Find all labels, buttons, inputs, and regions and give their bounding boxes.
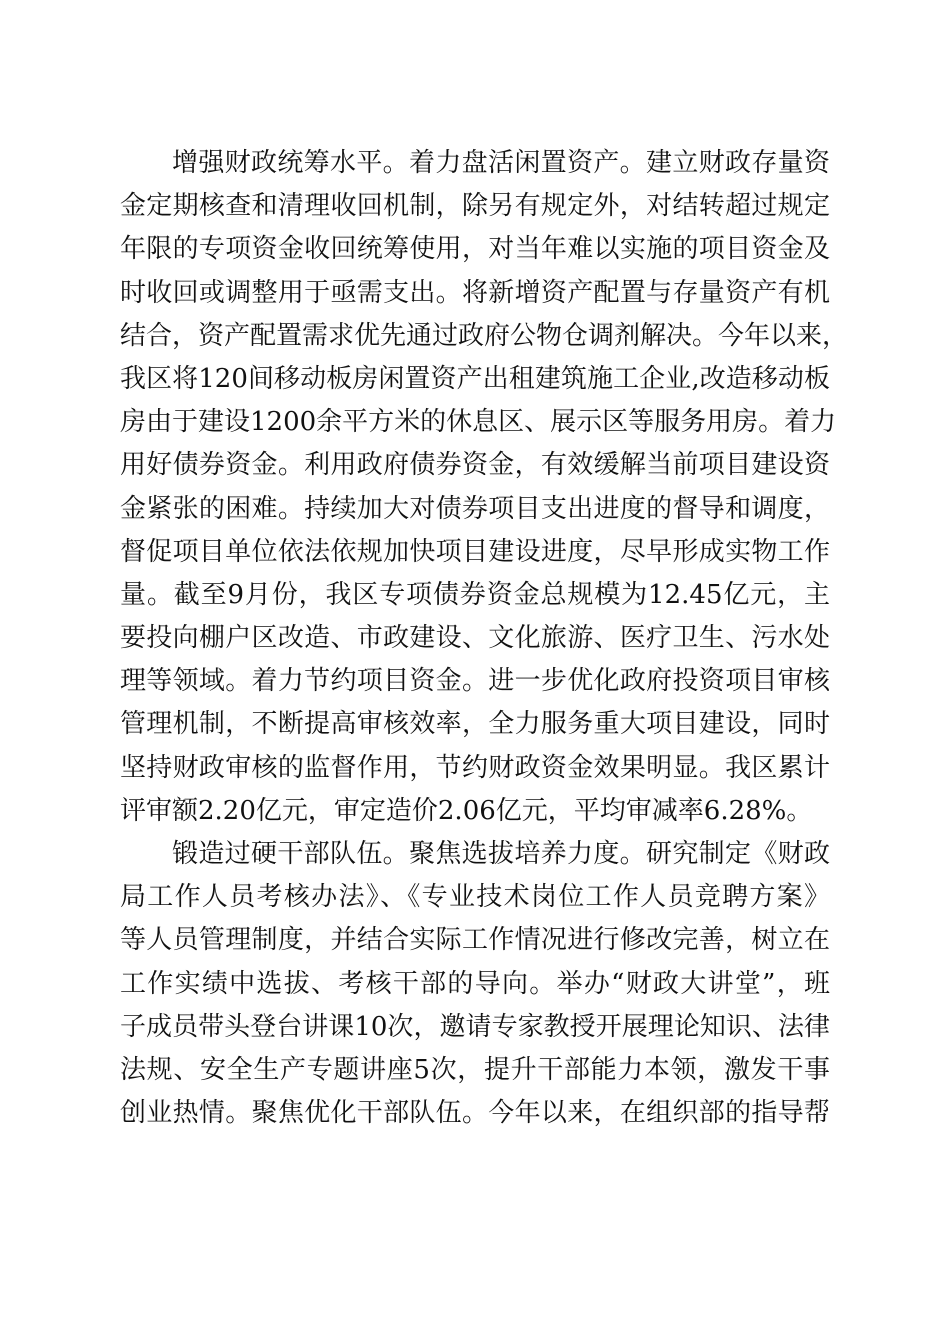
paragraph-2-line-4: 工作实绩中选拔、考核干部的导向。举办“财政大讲堂”，班 — [120, 968, 830, 999]
paragraph-1-line-12: 要投向棚户区改造、市政建设、文化旅游、医疗卫生、污水处 — [120, 623, 830, 654]
paragraph-1-line-2: 金定期核查和清理收回机制，除另有规定外，对结转超过规定 — [120, 191, 830, 222]
paragraph-2-line-1: 锻造过硬干部队伍。聚焦选拔培养力度。研究制定《财政 — [172, 839, 830, 869]
paragraph-2-line-5: 子成员带头登台讲课10次，邀请专家教授开展理论知识、法律 — [120, 1011, 830, 1042]
paragraph-1-line-5: 结合，资产配置需求优先通过政府公物仓调剂解决。今年以来， — [120, 320, 849, 351]
paragraph-1-line-1: 增强财政统筹水平。着力盘活闲置资产。建立财政存量资 — [172, 148, 830, 178]
paragraph-1-line-11: 量。截至9月份，我区专项债券资金总规模为12.45亿元，主 — [120, 579, 830, 610]
paragraph-1-line-6: 我区将120间移动板房闲置资产出租建筑施工企业,改造移动板 — [120, 363, 830, 394]
paragraph-2-line-3: 等人员管理制度，并结合实际工作情况进行修改完善，树立在 — [120, 925, 830, 956]
paragraph-2-line-7: 创业热情。聚焦优化干部队伍。今年以来，在组织部的指导帮 — [120, 1098, 830, 1129]
paragraph-2-line-6: 法规、安全生产专题讲座5次，提升干部能力本领，激发干事 — [120, 1054, 830, 1085]
paragraph-1-line-9: 金紧张的困难。持续加大对债券项目支出进度的督导和调度， — [120, 493, 830, 524]
paragraph-1-line-15: 坚持财政审核的监督作用，节约财政资金效果明显。我区累计 — [120, 752, 830, 783]
paragraph-1-line-14: 管理机制，不断提高审核效率，全力服务重大项目建设，同时 — [120, 709, 830, 740]
paragraph-1-line-4: 时收回或调整用于亟需支出。将新增资产配置与存量资产有机 — [120, 277, 830, 308]
paragraph-1-line-16: 评审额2.20亿元，审定造价2.06亿元，平均审减率6.28%。 — [120, 795, 813, 826]
paragraph-1-line-8: 用好债券资金。利用政府债券资金，有效缓解当前项目建设资 — [120, 450, 830, 481]
paragraph-1-line-3: 年限的专项资金收回统筹使用，对当年难以实施的项目资金及 — [120, 234, 830, 265]
body-text — [120, 142, 849, 1135]
paragraph-1-line-7: 房由于建设1200余平方米的休息区、展示区等服务用房。着力 — [120, 407, 837, 438]
paragraph-1-line-13: 理等领域。着力节约项目资金。进一步优化政府投资项目审核 — [120, 666, 830, 697]
paragraph-2-line-2: 局工作人员考核办法》、《专业技术岗位工作人员竞聘方案》 — [120, 882, 830, 913]
paragraph-1-line-10: 督促项目单位依法依规加快项目建设进度，尽早形成实物工作 — [120, 536, 830, 567]
